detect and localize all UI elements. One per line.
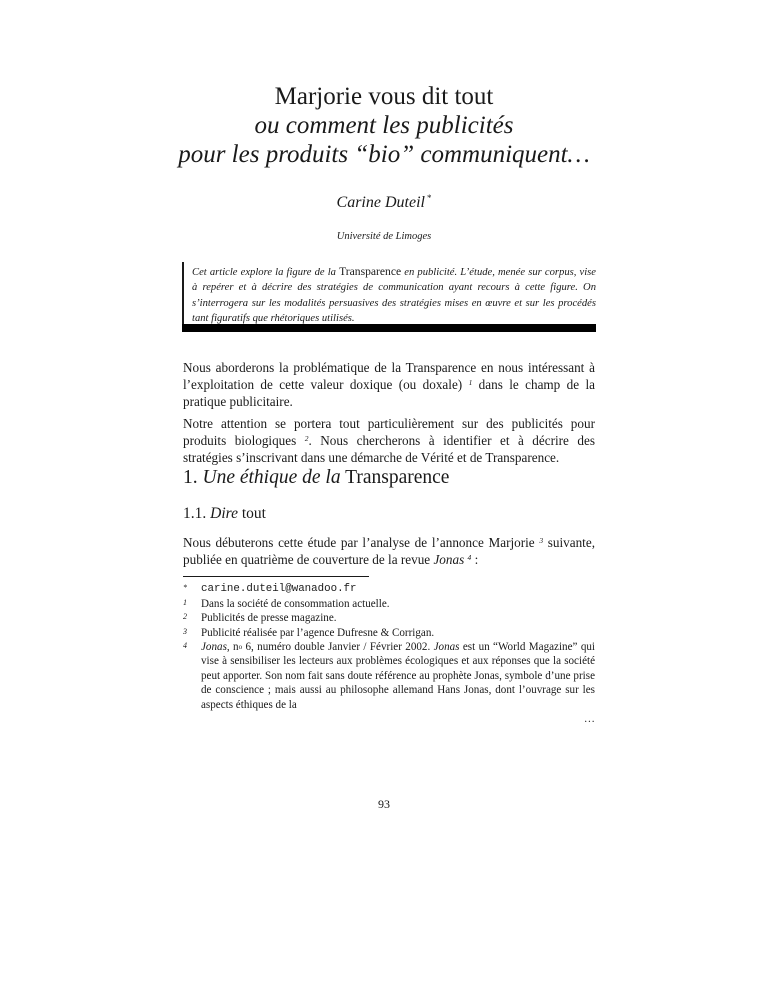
section-heading-1 <box>183 467 449 489</box>
section-1-1-italic: Dire <box>210 505 238 522</box>
paragraph-2-tail: . Nous chercherons à identifier et à décrire des stratégies s’inscrivant dans une démarche de Vérité et de Transparence. <box>183 433 595 465</box>
footnote-text: Publicités de presse magazine. <box>201 612 337 624</box>
section-1-1-number: 1.1. <box>183 505 211 522</box>
paragraph-3-tail: : <box>471 552 479 567</box>
footnote-mark: 1 <box>183 598 187 607</box>
title-line-1: Marjorie vous dit tout <box>274 83 494 110</box>
footnote-ref-3: 3 <box>539 536 544 545</box>
abstract-term: Transparence <box>339 265 402 278</box>
footnote-ref-2: 2 <box>304 434 309 443</box>
section-1-roman: Transparence <box>340 467 450 488</box>
paragraph-2-text: Notre attention se portera tout particulièrement sur des publicités pour produits biologiques <box>183 416 595 448</box>
paragraph-3 <box>183 534 595 568</box>
section-1-1-roman: tout <box>237 505 266 522</box>
footnote-4 <box>183 640 595 726</box>
paragraph-3-journal: Jonas <box>433 552 465 567</box>
abstract <box>182 262 596 324</box>
footnote-mark: 4 <box>183 641 187 650</box>
footnote-text: Dans la société de consommation actuelle. <box>201 598 390 610</box>
article-title <box>0 82 768 169</box>
footnote-author <box>183 582 595 596</box>
title-line-2: ou comment les publicités <box>254 112 514 139</box>
affiliation: Université de Limoges <box>336 231 432 242</box>
footnote-text <box>201 640 595 726</box>
author-name: Carine Duteil <box>336 194 425 211</box>
footnote-separator <box>183 576 369 577</box>
section-1-number: 1. <box>183 467 203 488</box>
footnote-mark: * <box>183 583 187 592</box>
paragraph-3-mid: suivante, publiée en quatrième de couverture de la revue <box>183 535 595 567</box>
footnote-superscript: o <box>238 643 243 651</box>
author-email: carine.duteil@wanadoo.fr <box>201 583 357 595</box>
footnote-1 <box>183 597 595 611</box>
author <box>0 194 768 212</box>
section-1-italic: Une éthique de la <box>202 467 341 488</box>
footnote-mark: 2 <box>183 612 187 621</box>
footnote-text: Publicité réalisée par l’agence Dufresne & Corrigan. <box>201 627 435 639</box>
footnote-continuation: … <box>583 713 595 726</box>
section-heading-1-1 <box>183 505 266 523</box>
footnote-2 <box>183 611 595 625</box>
abstract-part-2: en publicité. L’étude, menée sur corpus, vise à repérer et à décrire des stratégies de communication ayant recours à cette figure. On s’interrogera sur les modalités persuasives des stratégies mises en œuvre et sur les procédés tant figuratifs que rhétoriques utilisés. <box>192 267 597 324</box>
footnote-ref-1: 1 <box>468 378 473 387</box>
footnote-journal: Jonas <box>201 641 227 653</box>
footnote-mark: 3 <box>183 627 187 636</box>
footnote-text-a: , n <box>226 641 239 653</box>
abstract-part-1: Cet article explore la figure de la <box>192 267 340 278</box>
title-line-3: pour les produits “bio” communiquent… <box>178 141 590 168</box>
abstract-bottom-bar <box>182 324 596 332</box>
page-number: 93 <box>378 797 390 811</box>
paragraph-1 <box>183 359 595 410</box>
paragraph-1-text: Nous aborderons la problématique de la Transparence en nous intéressant à l’exploitation de cette valeur doxique (ou doxale) <box>183 360 595 392</box>
author-footnote-mark: * <box>426 193 432 203</box>
footnote-journal-2: Jonas <box>433 641 460 653</box>
footnote-ref-4: 4 <box>467 553 472 562</box>
paragraph-3-text: Nous débuterons cette étude par l’analyse de l’annonce Marjorie <box>183 535 540 550</box>
footnote-text-c: est un “World Magazine” qui vise à sensibiliser les lecteurs aux problèmes écologiques et aux réponses que la société peut apporter. Son nom fait sans doute référence au prophète Jonas, symbole d’une prise de conscience ; mais aussi au philosophe allemand Hans Jonas, dont l’ouvrage sur les aspects éthiques de la <box>201 641 595 711</box>
footnote-3 <box>183 626 595 640</box>
footnote-text-b: 6, numéro double Janvier / Février 2002. <box>242 641 434 653</box>
paragraph-1-tail: dans le champ de la pratique publicitaire. <box>183 377 595 409</box>
paragraph-2 <box>183 415 595 466</box>
